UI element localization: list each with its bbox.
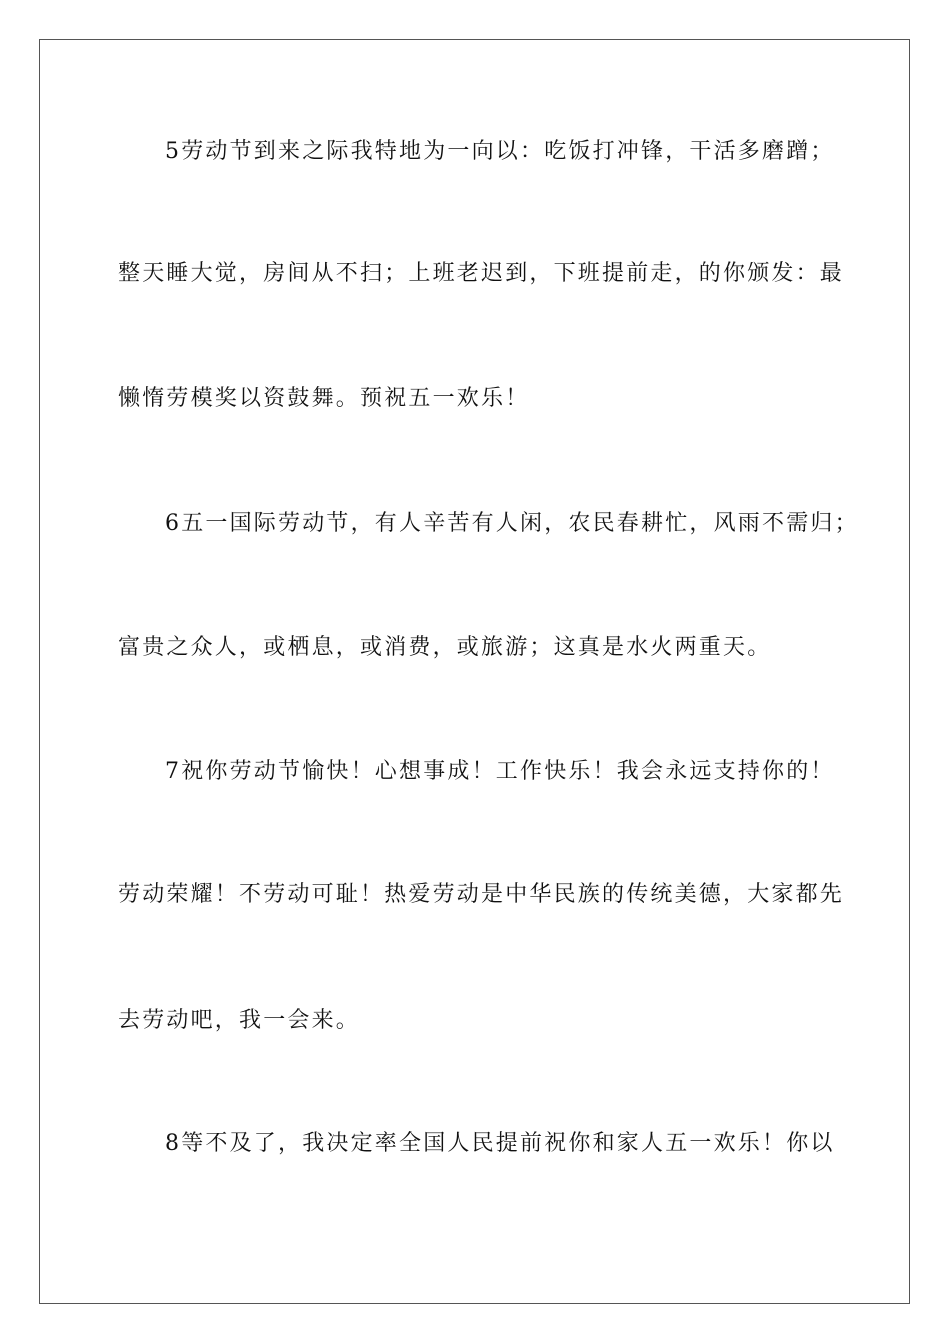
paragraph-line: 懒惰劳模奖以资鼓舞。预祝五一欢乐！ <box>118 386 530 411</box>
paragraph-line: 富贵之众人，或栖息，或消费，或旅游；这真是水火两重天。 <box>118 635 772 660</box>
paragraph-line: 8等不及了，我决定率全国人民提前祝你和家人五一欢乐！你以 <box>165 1131 835 1156</box>
page-frame <box>39 39 910 1304</box>
paragraph-line: 7祝你劳动节愉快！心想事成！工作快乐！我会永远支持你的！ <box>165 759 835 784</box>
paragraph-line: 去劳动吧，我一会来。 <box>118 1008 361 1033</box>
paragraph-line: 整天睡大觉，房间从不扫；上班老迟到，下班提前走，的你颁发：最 <box>118 261 845 286</box>
paragraph-line: 劳动荣耀！不劳动可耻！热爱劳动是中华民族的传统美德，大家都先 <box>118 882 845 907</box>
paragraph-line: 5劳动节到来之际我特地为一向以：吃饭打冲锋，干活多磨蹭； <box>165 139 835 164</box>
paragraph-line: 6五一国际劳动节，有人辛苦有人闲，农民春耕忙，风雨不需归； <box>165 511 859 536</box>
